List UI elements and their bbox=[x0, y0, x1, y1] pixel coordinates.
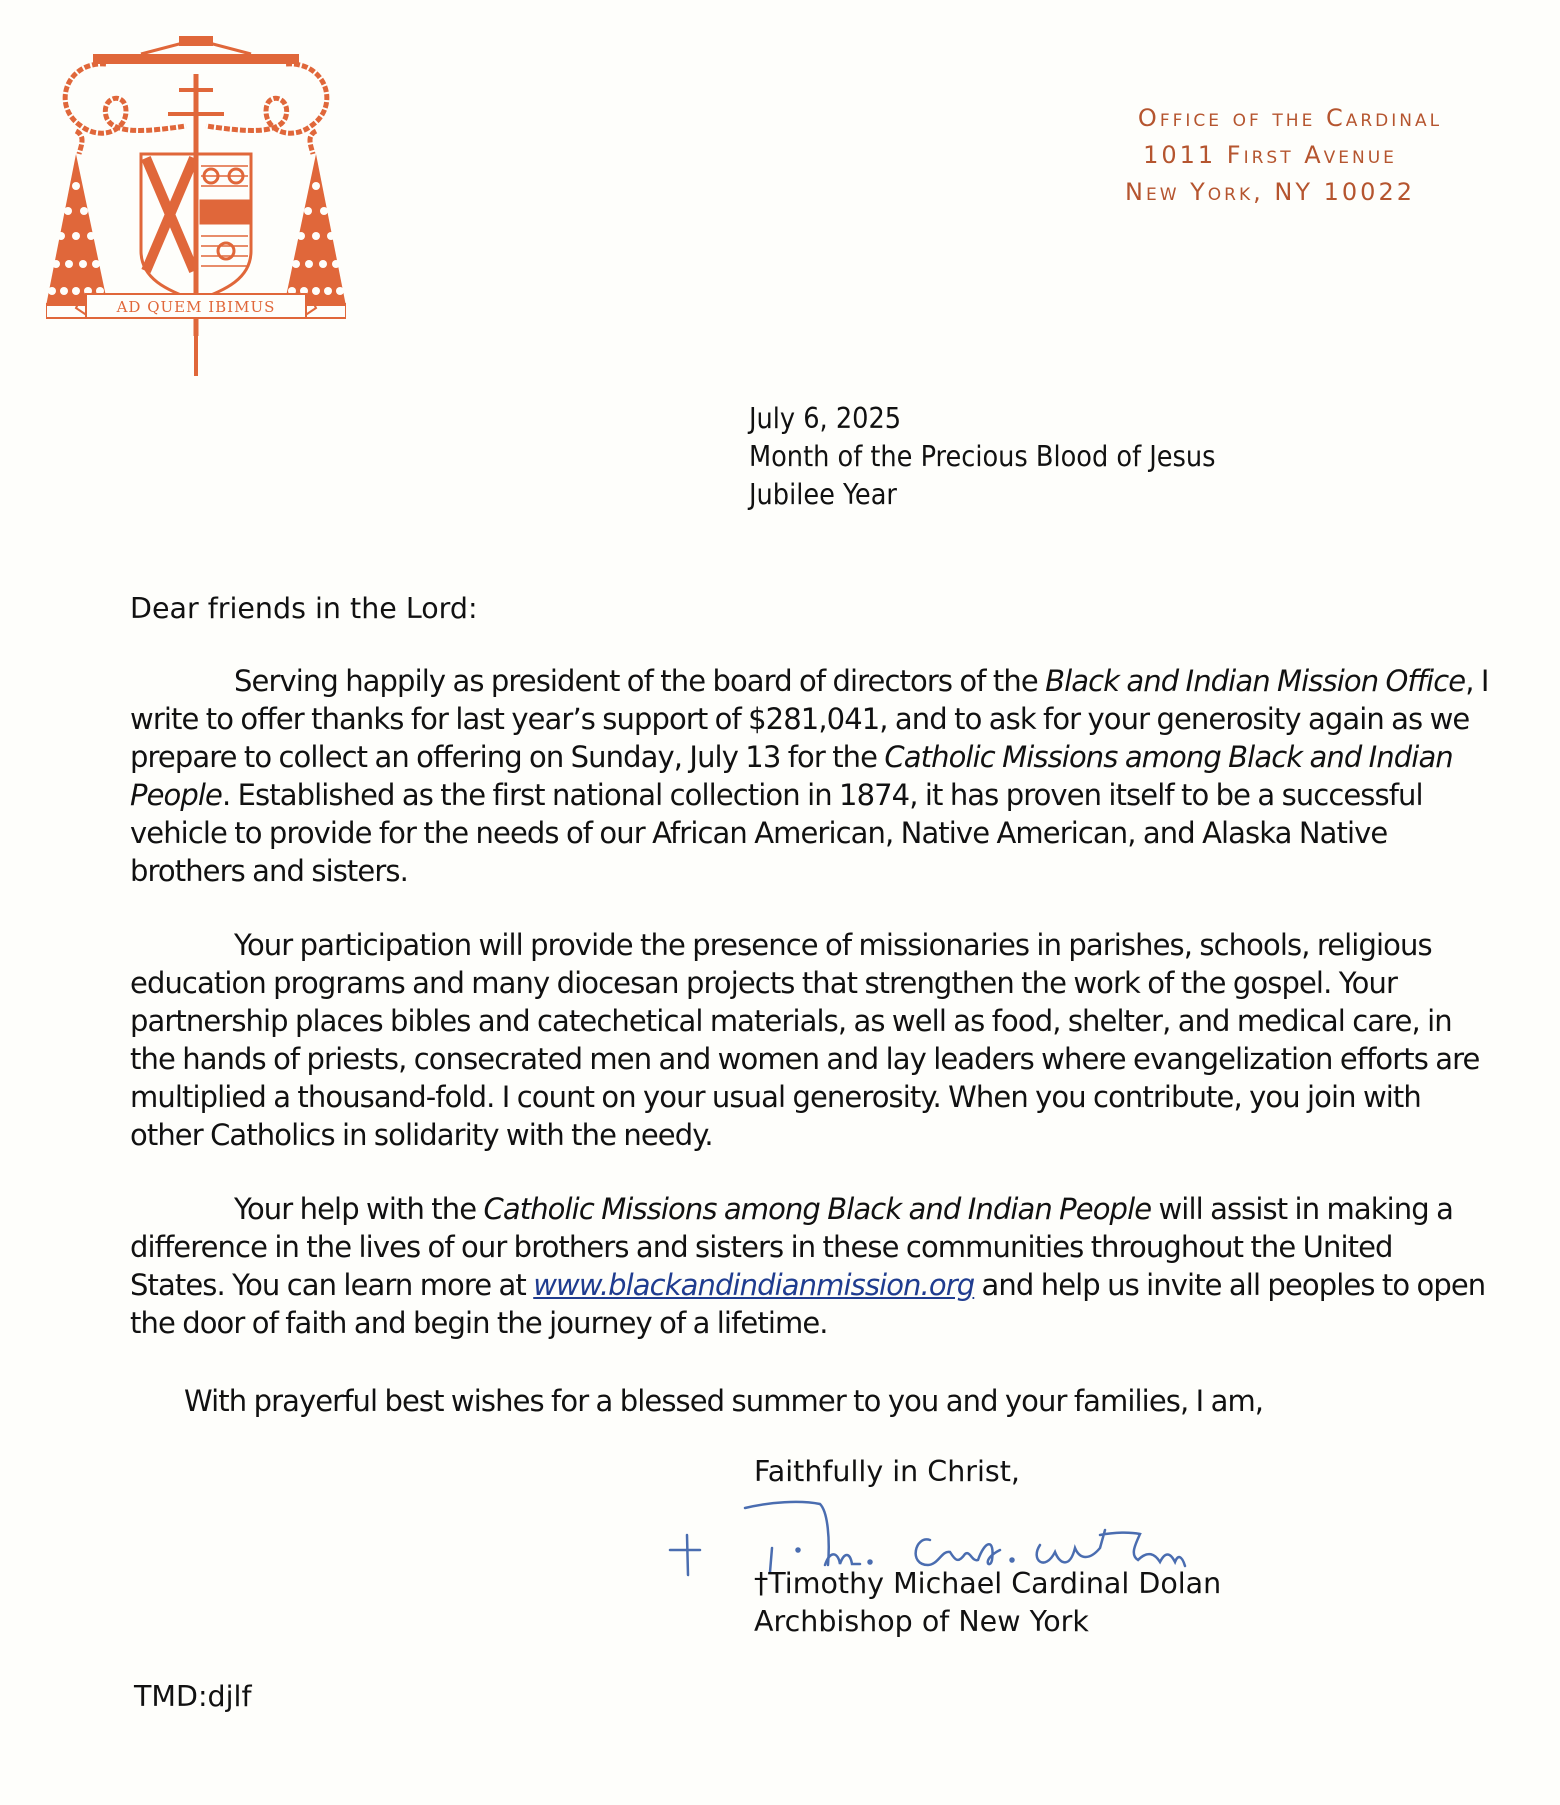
collection-name: Catholic Missions among Black and Indian People bbox=[130, 740, 1453, 812]
letterhead-street: 1011 First Avenue bbox=[1143, 141, 1397, 169]
crest-motto: AD QUEM IBIMUS bbox=[116, 298, 276, 316]
closing-wishes: With prayerful best wishes for a blessed summer to you and your families, I am, bbox=[184, 1384, 1264, 1418]
signer-block bbox=[754, 1565, 1221, 1641]
signer-name: †Timothy Michael Cardinal Dolan bbox=[754, 1567, 1222, 1600]
signoff: Faithfully in Christ, bbox=[754, 1455, 1020, 1488]
date-block bbox=[749, 400, 1216, 514]
reference-initials: TMD:djlf bbox=[134, 1680, 252, 1713]
jubilee-year: Jubilee Year bbox=[749, 478, 897, 511]
letterhead-office: Office of the Cardinal bbox=[1137, 104, 1443, 132]
hat-brim bbox=[93, 54, 299, 64]
p3-text-3: and help us invite all peoples to open the door of faith and begin the journey of a lifetime. bbox=[130, 1268, 1486, 1340]
mission-office-name: Black and Indian Mission Office bbox=[1045, 664, 1466, 698]
p1-text-1: Serving happily as president of the board of directors of the bbox=[234, 664, 1046, 698]
letterhead-address bbox=[1010, 100, 1530, 211]
p3-text-2: will assist in making a difference in the lives of our brothers and sisters in these communities throughout the United States. You can learn more at bbox=[130, 1192, 1453, 1302]
p2-text: Your participation will provide the presence of missionaries in parishes, schools, religious education programs and many diocesan projects that strengthen the work of the gospel. Your partnership places bibles and catechetical materials, as well as food, shelter, and medical care, in the hands of priests, consecrated men and women and lay leaders where evangelization efforts are multiplied a thousand-fold. I count on your usual generosity. When you contribute, you join with other Catholics in solidarity with the needy. bbox=[130, 928, 1480, 1152]
coat-of-arms-crest bbox=[46, 36, 346, 381]
collection-name: Catholic Missions among Black and Indian People bbox=[483, 1192, 1152, 1226]
letterhead-city: New York, NY 10022 bbox=[1125, 178, 1415, 206]
paragraph-2 bbox=[130, 926, 1490, 1154]
right-tassels bbox=[284, 154, 346, 306]
letter-date: July 6, 2025 bbox=[749, 402, 902, 435]
paragraph-3 bbox=[130, 1190, 1490, 1342]
p3-text-1: Your help with the bbox=[234, 1192, 484, 1226]
mission-website-link[interactable]: www.blackandindianmission.org bbox=[533, 1268, 975, 1302]
left-tassels bbox=[46, 154, 108, 306]
liturgical-month: Month of the Precious Blood of Jesus bbox=[749, 440, 1216, 473]
signer-title: Archbishop of New York bbox=[754, 1605, 1089, 1638]
p1-text-2: , I write to offer thanks for last year’s support of $281,041, and to ask for your generosity again as we prepare to collect an offering on Sunday, July 13 for the bbox=[130, 664, 1489, 774]
paragraph-1 bbox=[130, 662, 1490, 890]
p1-text-3: . Established as the first national collection in 1874, it has proven itself to be a successful vehicle to provide for the needs of our African American, Native American, and Alaska Native brothers and sisters. bbox=[130, 778, 1423, 888]
salutation: Dear friends in the Lord: bbox=[130, 592, 478, 625]
